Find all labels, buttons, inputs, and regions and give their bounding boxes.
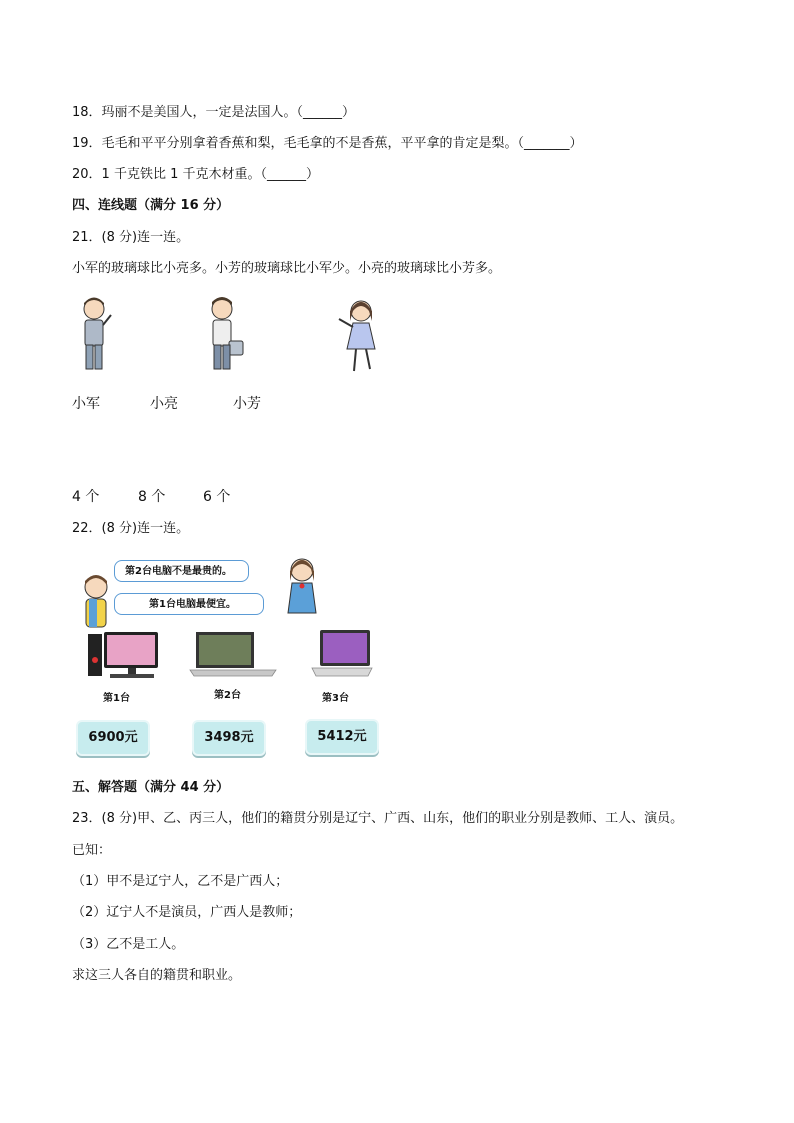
question-23-condition-3: （3）乙不是工人。 <box>72 937 185 952</box>
question-22-prompt: 22．(8 分)连一连。 <box>72 521 190 536</box>
girl-figure-icon <box>282 555 322 617</box>
computer-label-2: 第2台 <box>214 690 241 701</box>
price-card-5412: 5412元 <box>305 719 379 755</box>
desktop-computer-icon <box>88 630 160 680</box>
computer-label-3: 第3台 <box>322 693 349 704</box>
question-20: 20．1 千克铁比 1 千克木材重。（______） <box>72 167 319 182</box>
question-23-condition-1: （1）甲不是辽宁人，乙不是广西人； <box>72 874 289 889</box>
laptop-icon <box>310 630 374 678</box>
boy-with-bag-figure-icon <box>206 295 248 375</box>
price-card-3498: 3498元 <box>192 720 266 756</box>
name-xiaoliang: 小亮 <box>150 396 178 412</box>
section-4-title: 四、连线题（满分 16 分） <box>72 198 230 213</box>
question-19: 19．毛毛和平平分别拿着香蕉和梨，毛毛拿的不是香蕉，平平拿的肯定是梨。（_______） <box>72 136 583 151</box>
question-23-ask: 求这三人各自的籍贯和职业。 <box>72 968 242 983</box>
speech-bubble-1: 第2台电脑不是最贵的。 <box>114 560 249 582</box>
computer-label-1: 第1台 <box>103 693 130 704</box>
question-21-statement: 小军的玻璃球比小亮多。小芳的玻璃球比小军少。小亮的玻璃球比小芳多。 <box>72 261 502 276</box>
boy-figure-icon <box>78 573 118 629</box>
question-23-prompt: 23．(8 分)甲、乙、丙三人，他们的籍贯分别是辽宁、广西、山东，他们的职业分别是教师、工人、演员。 <box>72 811 684 826</box>
question-21-prompt: 21．(8 分)连一连。 <box>72 230 190 245</box>
girl-figure-icon <box>335 297 381 377</box>
section-5-title: 五、解答题（满分 44 分） <box>72 780 230 795</box>
name-xiaojun: 小军 <box>72 396 100 412</box>
question-23-condition-2: （2）辽宁人不是演员，广西人是教师； <box>72 905 302 920</box>
price-card-6900: 6900元 <box>76 720 150 756</box>
name-xiaofang: 小芳 <box>233 396 261 412</box>
laptop-icon <box>188 630 278 678</box>
count-8: 8 个 <box>138 489 166 505</box>
boy-figure-icon <box>76 295 116 377</box>
count-4: 4 个 <box>72 489 100 505</box>
count-6: 6 个 <box>203 489 231 505</box>
question-18: 18．玛丽不是美国人，一定是法国人。（______） <box>72 105 356 120</box>
question-23-known: 已知： <box>72 843 112 858</box>
speech-bubble-2: 第1台电脑最便宜。 <box>114 593 264 615</box>
